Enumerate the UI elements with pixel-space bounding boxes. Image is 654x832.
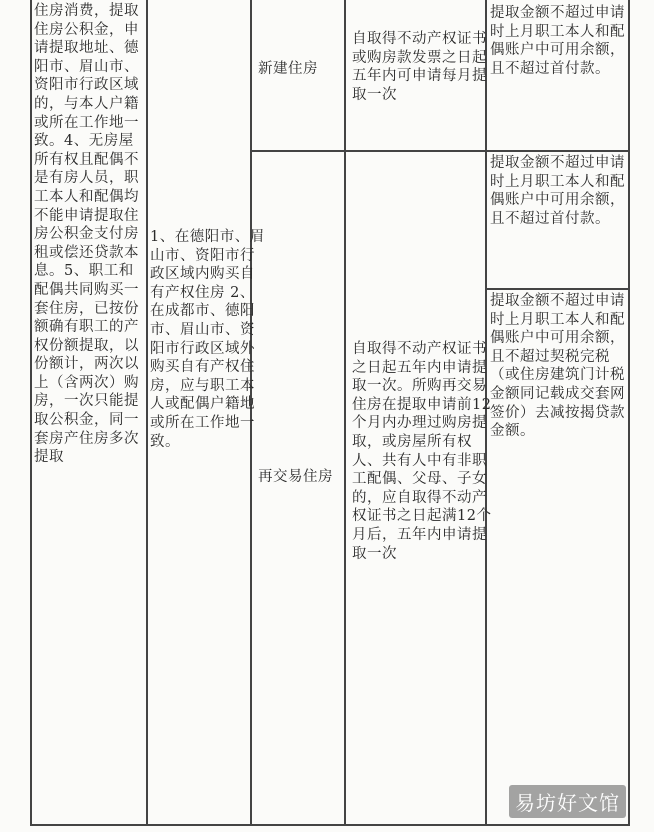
withdrawal-limit-new: 提取金额不超过申请时上月职工本人和配偶账户中可用余额，且不超过首付款。 <box>490 5 625 77</box>
housing-type-new: 新建住房 <box>258 61 318 77</box>
table-border-right <box>628 0 630 826</box>
column-divider-1 <box>146 0 148 826</box>
eligibility-conditions-text: 住房消费，提取住房公积金，申请提取地址、德阳市、眉山市、资阳市行政区域的，与本人户籍或所在工作地一致。4、无房屋所有权且配偶不是有房人员，职工本人和配偶均不能申请提取住房公积金支付房租或偿还贷款本息。5、职工和配偶共同购买一套住房，已按份额确有职工的产权份额提取，以份额计，两次以上（含两次）购房，一次只能提取公积金，同一套房产住房多次提取 <box>34 3 139 466</box>
withdrawal-condition-new: 自取得不动产权证书或购房款发票之日起五年内可申请每月提取一次 <box>352 31 487 103</box>
sub-row-divider <box>485 288 630 290</box>
policy-table <box>30 0 630 826</box>
purchase-location-text: 1、在德阳市、眉山市、资阳市行政区域内购买自有产权住房 2、在成都市、德阳市、眉山市、资阳市行政区域外购买自有产权住房，应与职工本人或配偶户籍地或所在工作地一致。 <box>150 229 265 450</box>
table-border-left <box>30 0 32 826</box>
watermark: 易坊好文馆 <box>509 785 626 818</box>
row-divider <box>250 150 630 152</box>
withdrawal-limit-resale-a: 提取金额不超过申请时上月职工本人和配偶账户中可用余额，且不超过首付款。 <box>490 155 625 227</box>
table-border-bottom <box>30 824 630 826</box>
column-divider-3 <box>344 0 346 826</box>
withdrawal-limit-resale-b: 提取金额不超过申请时上月职工本人和配偶账户中可用余额，且不超过契税完税（或住房建筑门计税金额同记载成交套网签价）去减按揭贷款金额。 <box>490 293 625 440</box>
withdrawal-condition-resale: 自取得不动产权证书之日起五年内申请提取一次。所购再交易住房在提取申请前12个月内办理过购房提取，或房屋所有权人、共有人中有非职工配偶、父母、子女的，应自取得不动产权证书之日起满12个月后，五年内申请提取一次 <box>352 341 492 562</box>
housing-type-resale: 再交易住房 <box>258 469 333 485</box>
